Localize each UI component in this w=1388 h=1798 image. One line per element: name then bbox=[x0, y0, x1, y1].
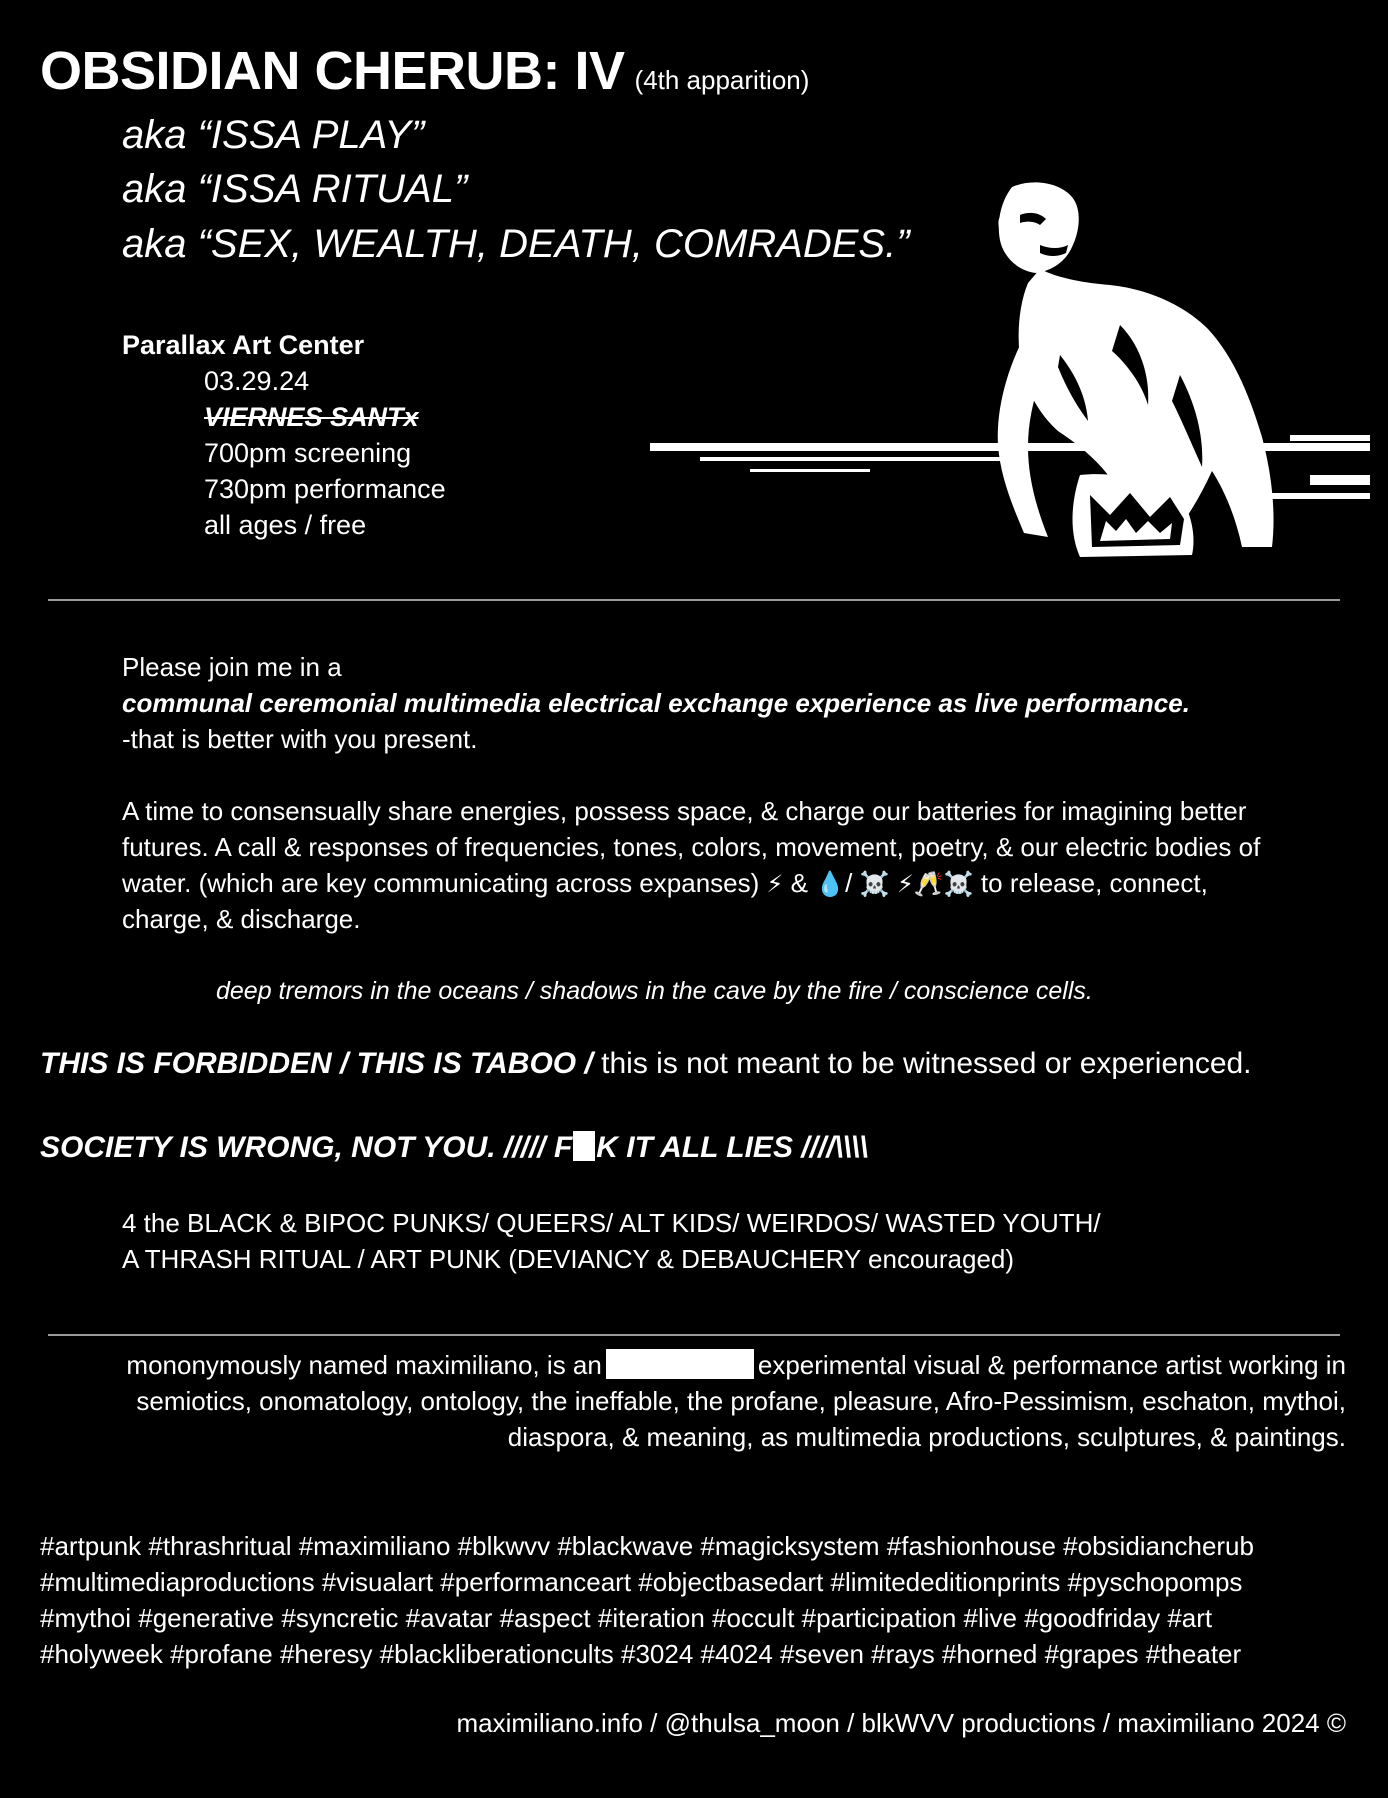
bio-line-1 bbox=[46, 1347, 1346, 1383]
poem-line: deep tremors in the oceans / shadows in the cave by the fire / conscience cells. bbox=[216, 977, 1093, 1005]
description-line-3 bbox=[122, 865, 1208, 902]
divider-top bbox=[48, 599, 1340, 601]
description-line-1: A time to consensually share energies, possess space, & charge our batteries for imagining better bbox=[122, 796, 1247, 826]
hashtags-line-1: #artpunk #thrashritual #maximiliano #blkwvv #blackwave #magicksystem #fashionhouse #obsidiancherub bbox=[40, 1531, 1254, 1561]
society-line bbox=[40, 1131, 868, 1165]
invite-line-1: Please join me in a bbox=[122, 652, 342, 682]
aka-line-1: aka “ISSA PLAY” bbox=[122, 113, 425, 157]
bio-line-2: semiotics, onomatology, ontology, the ineffable, the profane, pleasure, Afro-Pessimism, eschaton, mythoi, bbox=[136, 1386, 1346, 1416]
aka-line-3: aka “SEX, WEALTH, DEATH, COMRADES.” bbox=[122, 222, 910, 266]
forbidden-bold: THIS IS FORBIDDEN / THIS IS TABOO / bbox=[40, 1047, 593, 1080]
footer-credits: maximiliano.info / @thulsa_moon / blkWVV productions / maximiliano 2024 © bbox=[456, 1708, 1346, 1738]
event-screening-time: 700pm screening bbox=[204, 438, 412, 468]
invite-line-2: communal ceremonial multimedia electrical exchange experience as live performance. bbox=[122, 688, 1190, 718]
audience-line-2: A THRASH RITUAL / ART PUNK (DEVIANCY & DEBAUCHERY encouraged) bbox=[122, 1244, 1015, 1274]
event-admission: all ages / free bbox=[204, 510, 367, 540]
venue-name: Parallax Art Center bbox=[122, 330, 365, 360]
description-line-4: charge, & discharge. bbox=[122, 904, 361, 934]
bio-line-1-end: experimental visual & performance artist working in bbox=[757, 1350, 1346, 1380]
censor-bar bbox=[573, 1131, 595, 1161]
description-line-3-end: to release, connect, bbox=[980, 868, 1208, 898]
droplet-icon: 💧 bbox=[815, 870, 846, 898]
bio-line-3: diaspora, & meaning, as multimedia productions, sculptures, & paintings. bbox=[507, 1422, 1346, 1452]
invite-line-3: -that is better with you present. bbox=[122, 724, 478, 754]
hashtags-line-4: #holyweek #profane #heresy #blackliberationcults #3024 #4024 #seven #rays #horned #grapes #theater bbox=[40, 1639, 1242, 1669]
audience-line-1: 4 the BLACK & BIPOC PUNKS/ QUEERS/ ALT KIDS/ WEIRDOS/ WASTED YOUTH/ bbox=[122, 1208, 1101, 1238]
description-line-2: futures. A call & responses of frequencies, tones, colors, movement, poetry, & our electric bodies of bbox=[122, 832, 1261, 862]
forbidden-line bbox=[40, 1047, 1252, 1081]
redacted-box bbox=[606, 1349, 754, 1379]
hashtags bbox=[40, 1528, 1254, 1672]
slash: / bbox=[845, 868, 853, 898]
ampersand: & bbox=[790, 868, 808, 898]
performer-photo bbox=[520, 175, 1370, 595]
divider-bottom bbox=[48, 1334, 1340, 1336]
society-part-1: SOCIETY IS WRONG, NOT YOU. ///// F bbox=[40, 1131, 573, 1164]
event-performance-time: 730pm performance bbox=[204, 474, 446, 504]
society-part-2: K IT ALL LIES ////\\\\ bbox=[596, 1131, 868, 1164]
description-line-3-text: water. (which are key communicating across expanses) bbox=[122, 868, 760, 898]
aka-line-2: aka “ISSA RITUAL” bbox=[122, 167, 468, 211]
event-title bbox=[40, 40, 809, 102]
lightning-icon: ⚡ bbox=[766, 870, 784, 898]
hashtags-line-2: #multimediaproductions #visualart #performanceart #objectbasedart #limitededitionprints #pyschopomps bbox=[40, 1567, 1243, 1597]
bio-line-1-start: mononymously named maximiliano, is an bbox=[126, 1350, 602, 1380]
event-date: 03.29.24 bbox=[204, 366, 310, 396]
event-day-struck: VIERNES SANTx bbox=[204, 402, 419, 432]
title-main: OBSIDIAN CHERUB: IV bbox=[40, 41, 625, 101]
forbidden-rest: this is not meant to be witnessed or experienced. bbox=[601, 1047, 1252, 1080]
title-subtitle: (4th apparition) bbox=[634, 65, 810, 95]
artist-bio bbox=[46, 1347, 1346, 1455]
hashtags-line-3: #mythoi #generative #syncretic #avatar #aspect #iteration #occult #participation #live #goodfriday #art bbox=[40, 1603, 1213, 1633]
skull-lightning-toast-icons: ☠️ ⚡🥂☠️ bbox=[859, 870, 974, 898]
